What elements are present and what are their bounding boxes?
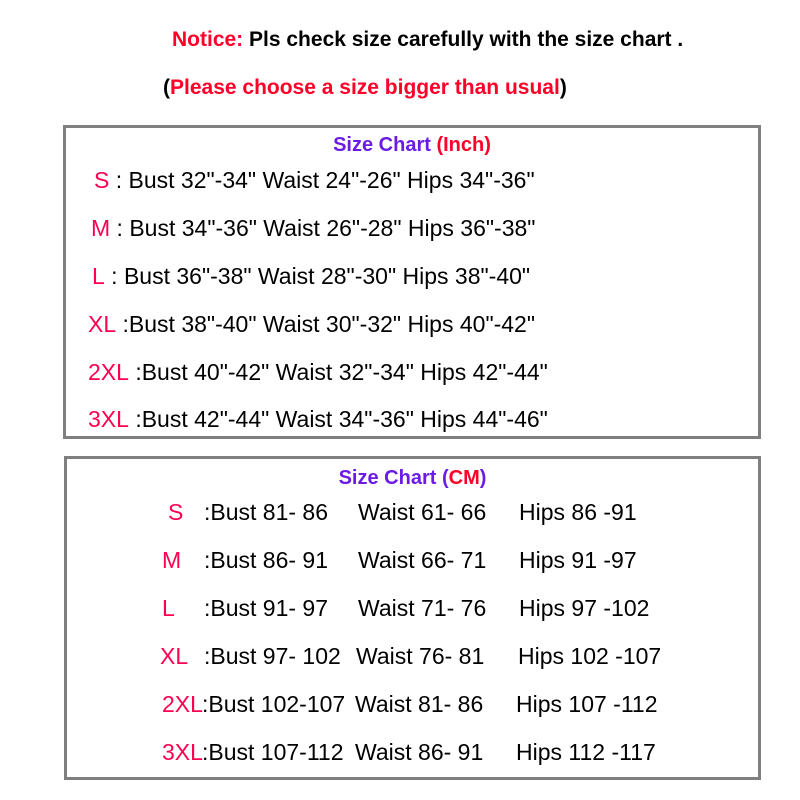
cm-chart-unit: CM	[448, 467, 480, 489]
bust-cell: :Bust 81- 86	[204, 499, 329, 525]
hint-open-paren: (	[163, 76, 170, 99]
size-measurements: :Bust 42"-44" Waist 34"-36" Hips 44"-46"	[128, 406, 548, 432]
waist-cell: Waist 61- 66	[358, 499, 487, 525]
size-label: XL	[160, 643, 189, 669]
inch-row-l	[92, 261, 530, 291]
bust-cell: :Bust 107-112	[202, 739, 344, 765]
inch-row-2xl	[88, 357, 548, 387]
notice-label: Notice:	[172, 28, 244, 51]
inch-row-s	[94, 165, 535, 195]
size-measurements: : Bust 36"-38" Waist 28"-30" Hips 38"-40"	[104, 263, 531, 289]
hips-cell: Hips 97 -102	[519, 595, 650, 621]
cm-chart-unit-open: (	[441, 467, 449, 489]
waist-cell: Waist 66- 71	[358, 547, 487, 573]
size-label: 2XL	[162, 691, 203, 717]
inch-chart-title-text: Size Chart	[333, 134, 437, 156]
size-measurements: :Bust 40"-42" Waist 32"-34" Hips 42"-44"	[128, 359, 548, 385]
hint-text: Please choose a size bigger than usual	[170, 76, 560, 99]
waist-cell: Waist 71- 76	[358, 595, 487, 621]
waist-cell: Waist 76- 81	[356, 643, 485, 669]
bust-cell: :Bust 91- 97	[204, 595, 329, 621]
cm-chart-unit-close: )	[479, 467, 487, 489]
cm-row-l	[96, 593, 696, 623]
inch-row-m	[91, 213, 535, 243]
size-label: L	[162, 595, 175, 621]
cm-row-3xl	[96, 737, 696, 767]
inch-row-xl	[88, 309, 535, 339]
cm-row-s	[96, 497, 696, 527]
hips-cell: Hips 102 -107	[518, 643, 662, 669]
hint-close-paren: )	[559, 76, 567, 99]
size-label: S	[168, 499, 184, 525]
bust-cell: :Bust 97- 102	[204, 643, 341, 669]
inch-chart-unit: (Inch)	[436, 134, 491, 156]
cm-row-m	[96, 545, 696, 575]
notice-line	[172, 28, 683, 52]
notice-text: Pls check size carefully with the size chart .	[243, 28, 684, 51]
cm-chart-title-text: Size Chart	[338, 467, 442, 489]
hips-cell: Hips 91 -97	[519, 547, 637, 573]
hips-cell: Hips 86 -91	[519, 499, 637, 525]
size-measurements: :Bust 38"-40" Waist 30"-32" Hips 40"-42"	[116, 311, 536, 337]
hips-cell: Hips 112 -117	[516, 739, 656, 765]
size-hint-line	[163, 76, 567, 100]
size-label: S	[94, 167, 110, 193]
bust-cell: :Bust 102-107	[202, 691, 346, 717]
size-measurements: : Bust 32"-34" Waist 24"-26" Hips 34"-36"	[109, 167, 535, 193]
size-label: M	[162, 547, 182, 573]
size-label: 3XL	[162, 739, 203, 765]
size-label: M	[91, 215, 111, 241]
size-label: L	[92, 263, 105, 289]
cm-row-xl	[96, 641, 696, 671]
cm-chart-title	[67, 467, 758, 490]
size-label: 2XL	[88, 359, 129, 385]
cm-row-2xl	[96, 689, 696, 719]
hips-cell: Hips 107 -112	[516, 691, 658, 717]
waist-cell: Waist 86- 91	[355, 739, 484, 765]
inch-row-3xl	[88, 404, 548, 434]
size-label: 3XL	[88, 406, 129, 432]
inch-chart-title	[66, 134, 758, 157]
size-measurements: : Bust 34"-36" Waist 26"-28" Hips 36"-38"	[110, 215, 536, 241]
size-label: XL	[88, 311, 117, 337]
waist-cell: Waist 81- 86	[355, 691, 484, 717]
bust-cell: :Bust 86- 91	[204, 547, 329, 573]
